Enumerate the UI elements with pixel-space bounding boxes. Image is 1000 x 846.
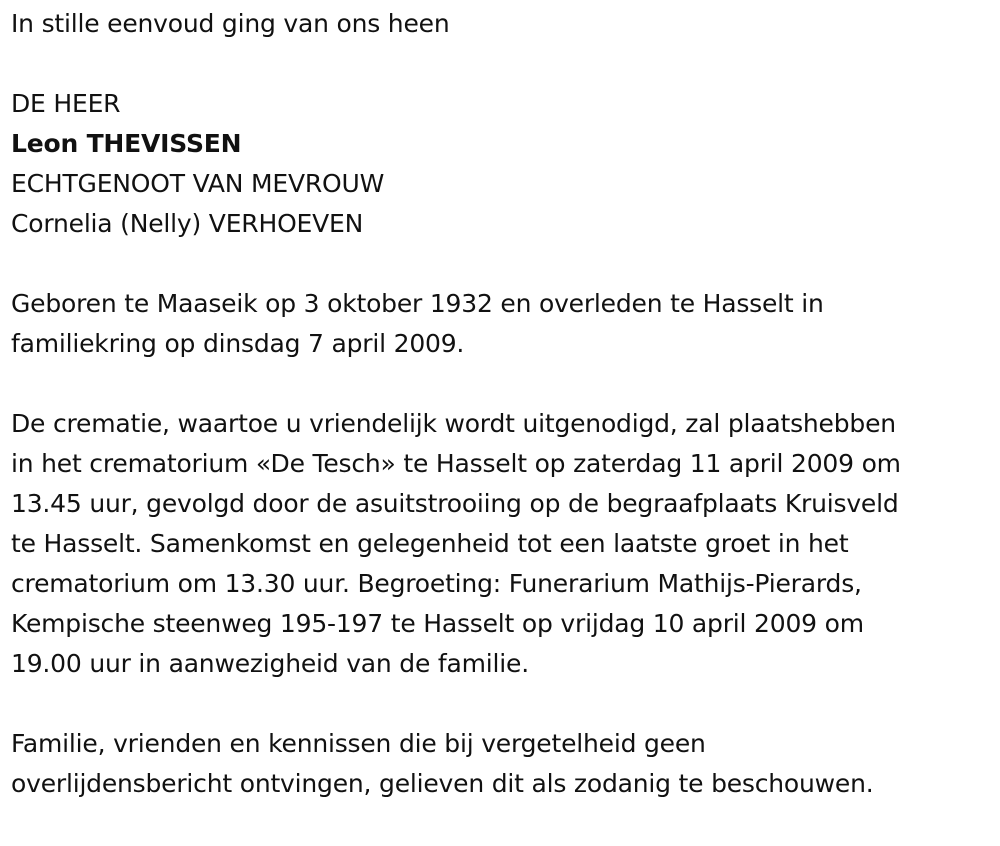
closing-paragraph — [11, 724, 983, 804]
obituary-notice — [11, 4, 991, 804]
paragraph-line: De crematie, waartoe u vriendelijk wordt uitgenodigd, zal plaatshebben — [11, 409, 896, 438]
paragraph-line: te Hasselt. Samenkomst en gelegenheid tot een laatste groet in het — [11, 529, 849, 558]
paragraph-line: overlijdensbericht ontvingen, gelieven dit als zodanig te beschouwen. — [11, 769, 874, 798]
spacer — [11, 44, 991, 84]
paragraph-line: in het crematorium «De Tesch» te Hasselt op zaterdag 11 april 2009 om — [11, 449, 901, 478]
honorific-title: DE HEER — [11, 89, 121, 118]
spacer — [11, 244, 991, 284]
deceased-name: Leon THEVISSEN — [11, 129, 242, 158]
paragraph-line: familiekring op dinsdag 7 april 2009. — [11, 329, 465, 358]
paragraph-line: crematorium om 13.30 uur. Begroeting: Funerarium Mathijs-Pierards, — [11, 569, 862, 598]
spacer — [11, 684, 991, 724]
spouse-name: Cornelia (Nelly) VERHOEVEN — [11, 209, 364, 238]
intro-line: In stille eenvoud ging van ons heen — [11, 9, 450, 38]
cremation-paragraph — [11, 404, 983, 684]
spacer — [11, 364, 991, 404]
paragraph-line: Geboren te Maaseik op 3 oktober 1932 en overleden te Hasselt in — [11, 289, 824, 318]
paragraph-line: 13.45 uur, gevolgd door de asuitstrooiing op de begraafplaats Kruisveld — [11, 489, 899, 518]
relation-label: ECHTGENOOT VAN MEVROUW — [11, 169, 385, 198]
paragraph-line: Kempische steenweg 195-197 te Hasselt op vrijdag 10 april 2009 om — [11, 609, 864, 638]
birth-death-paragraph — [11, 284, 983, 364]
paragraph-line: 19.00 uur in aanwezigheid van de familie. — [11, 649, 529, 678]
paragraph-line: Familie, vrienden en kennissen die bij vergetelheid geen — [11, 729, 706, 758]
